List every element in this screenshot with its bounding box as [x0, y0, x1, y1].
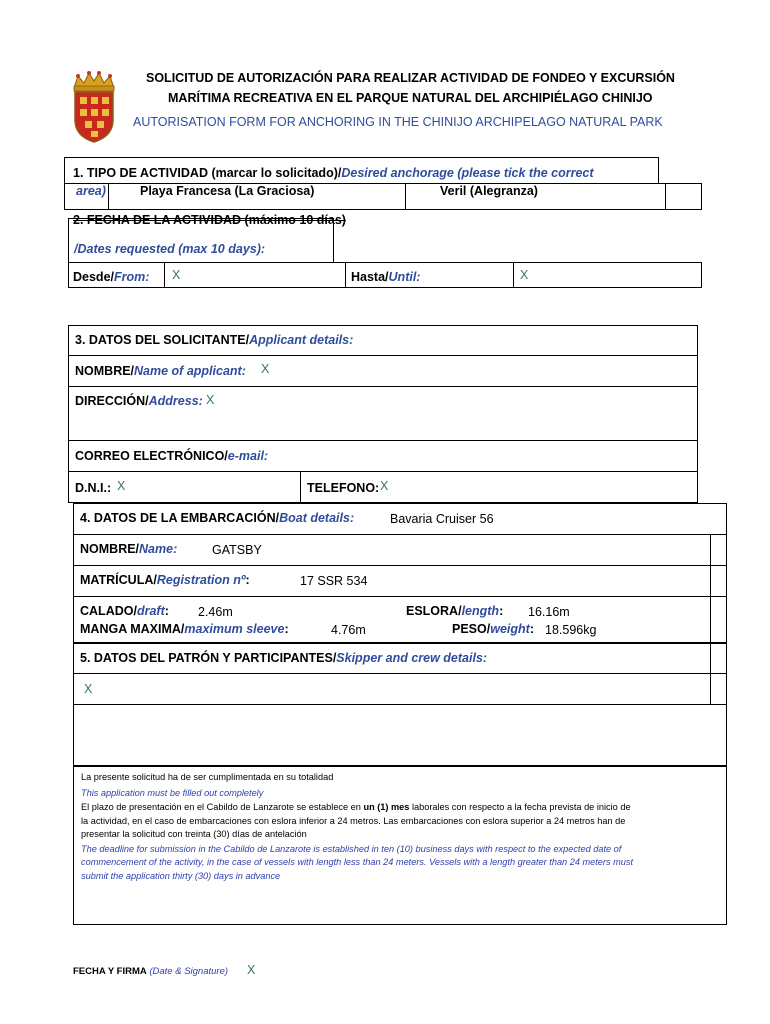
coat-of-arms-emblem: [68, 70, 120, 144]
sleeve-value[interactable]: 4.76m: [331, 623, 366, 637]
weight-label: PESO/weight:: [452, 622, 534, 636]
section1-label: 1. TIPO DE ACTIVIDAD (marcar lo solicitado)/Desired anchorage (please tick the correct: [73, 166, 594, 180]
notes-es-4: presentar la solicitud con treinta (30) días de antelación: [81, 829, 307, 839]
from-label: Desde/From:: [73, 270, 150, 284]
applicant-name-field[interactable]: X: [261, 362, 270, 376]
applicant-name-label: NOMBRE/Name of applicant:: [75, 364, 246, 378]
title-en: AUTORISATION FORM FOR ANCHORING IN THE CHINIJO ARCHIPELAGO NATURAL PARK: [133, 115, 663, 129]
phone-label: TELEFONO:: [307, 481, 380, 495]
notes-en-4: submit the application thirty (30) days in advance: [81, 871, 281, 881]
draft-label: CALADO/draft:: [80, 604, 169, 618]
draft-value[interactable]: 2.46m: [198, 605, 233, 619]
section2-label-en: /Dates requested (max 10 days):: [74, 242, 266, 256]
registration-label: MATRÍCULA/Registration nº:: [80, 573, 250, 587]
until-date-field[interactable]: X: [520, 268, 529, 282]
dni-label: D.N.I.:: [75, 481, 112, 495]
boat-model-value: Bavaria Cruiser 56: [390, 512, 494, 526]
until-label: Hasta/Until:: [351, 270, 421, 284]
section2-label: 2. FECHA DE LA ACTIVIDAD (máximo 10 días): [73, 213, 346, 227]
notes-en-3: commencement of the activity, in the case of vessels with length less than 24 meters. Vessels with a length greater than 24 meters must: [81, 857, 634, 867]
length-value[interactable]: 16.16m: [528, 605, 570, 619]
option-veril-alegranza-checkbox[interactable]: [666, 184, 702, 209]
title-es-line1: SOLICITUD DE AUTORIZACIÓN PARA REALIZAR ACTIVIDAD DE FONDEO Y EXCURSIÓN: [146, 71, 675, 85]
notes-en-1: This application must be filled out completely: [81, 788, 264, 798]
weight-value[interactable]: 18.596kg: [545, 623, 597, 637]
email-label: CORREO ELECTRÓNICO/e-mail:: [75, 449, 269, 463]
title-es-line2: MARÍTIMA RECREATIVA EN EL PARQUE NATURAL DEL ARCHIPIÉLAGO CHINIJO: [168, 91, 653, 105]
section4-label: 4. DATOS DE LA EMBARCACIÓN/Boat details:: [80, 511, 355, 525]
phone-field[interactable]: X: [380, 479, 389, 493]
notes-es-2: El plazo de presentación en el Cabildo de Lanzarote se establece en un (1) mes laborales con respecto a la fecha prevista de inicio de: [81, 802, 631, 812]
dni-field[interactable]: X: [117, 479, 126, 493]
registration-value[interactable]: 17 SSR 534: [300, 574, 368, 588]
sleeve-label: MANGA MAXIMA/maximum sleeve:: [80, 622, 289, 636]
signature-label: FECHA Y FIRMA (Date & Signature): [73, 966, 229, 977]
address-field[interactable]: X: [206, 393, 215, 407]
notes-en-2: The deadline for submission in the Cabildo de Lanzarote is established in ten (10) business days with respect to the expected date of: [81, 844, 622, 854]
notes-es-3: la actividad, en el caso de embarcaciones con eslora inferior a 24 metros. Las embarcaciones con eslora superior a 24 metros han de: [81, 816, 626, 826]
boat-name-value[interactable]: GATSBY: [212, 543, 262, 557]
email-field[interactable]: [280, 443, 690, 467]
length-label: ESLORA/length:: [406, 604, 504, 618]
option-veril-alegranza: Veril (Alegranza): [440, 184, 538, 198]
signature-field[interactable]: X: [247, 963, 256, 977]
boat-name-label: NOMBRE/Name:: [80, 542, 178, 556]
section3-box: [68, 325, 698, 503]
crew-details-area[interactable]: [74, 705, 726, 765]
section3-label: 3. DATOS DEL SOLICITANTE/Applicant details:: [75, 333, 354, 347]
notes-es-1: La presente solicitud ha de ser cumplimentada en su totalidad: [81, 772, 334, 782]
option-playa-francesa: Playa Francesa (La Graciosa): [140, 184, 315, 198]
address-label: DIRECCIÓN/Address:: [75, 394, 203, 408]
crew-details-field[interactable]: X: [84, 682, 93, 696]
section5-label: 5. DATOS DEL PATRÓN Y PARTICIPANTES/Skipper and crew details:: [80, 651, 488, 665]
from-date-field[interactable]: X: [172, 268, 181, 282]
section1-label-cont: area): [76, 184, 106, 198]
